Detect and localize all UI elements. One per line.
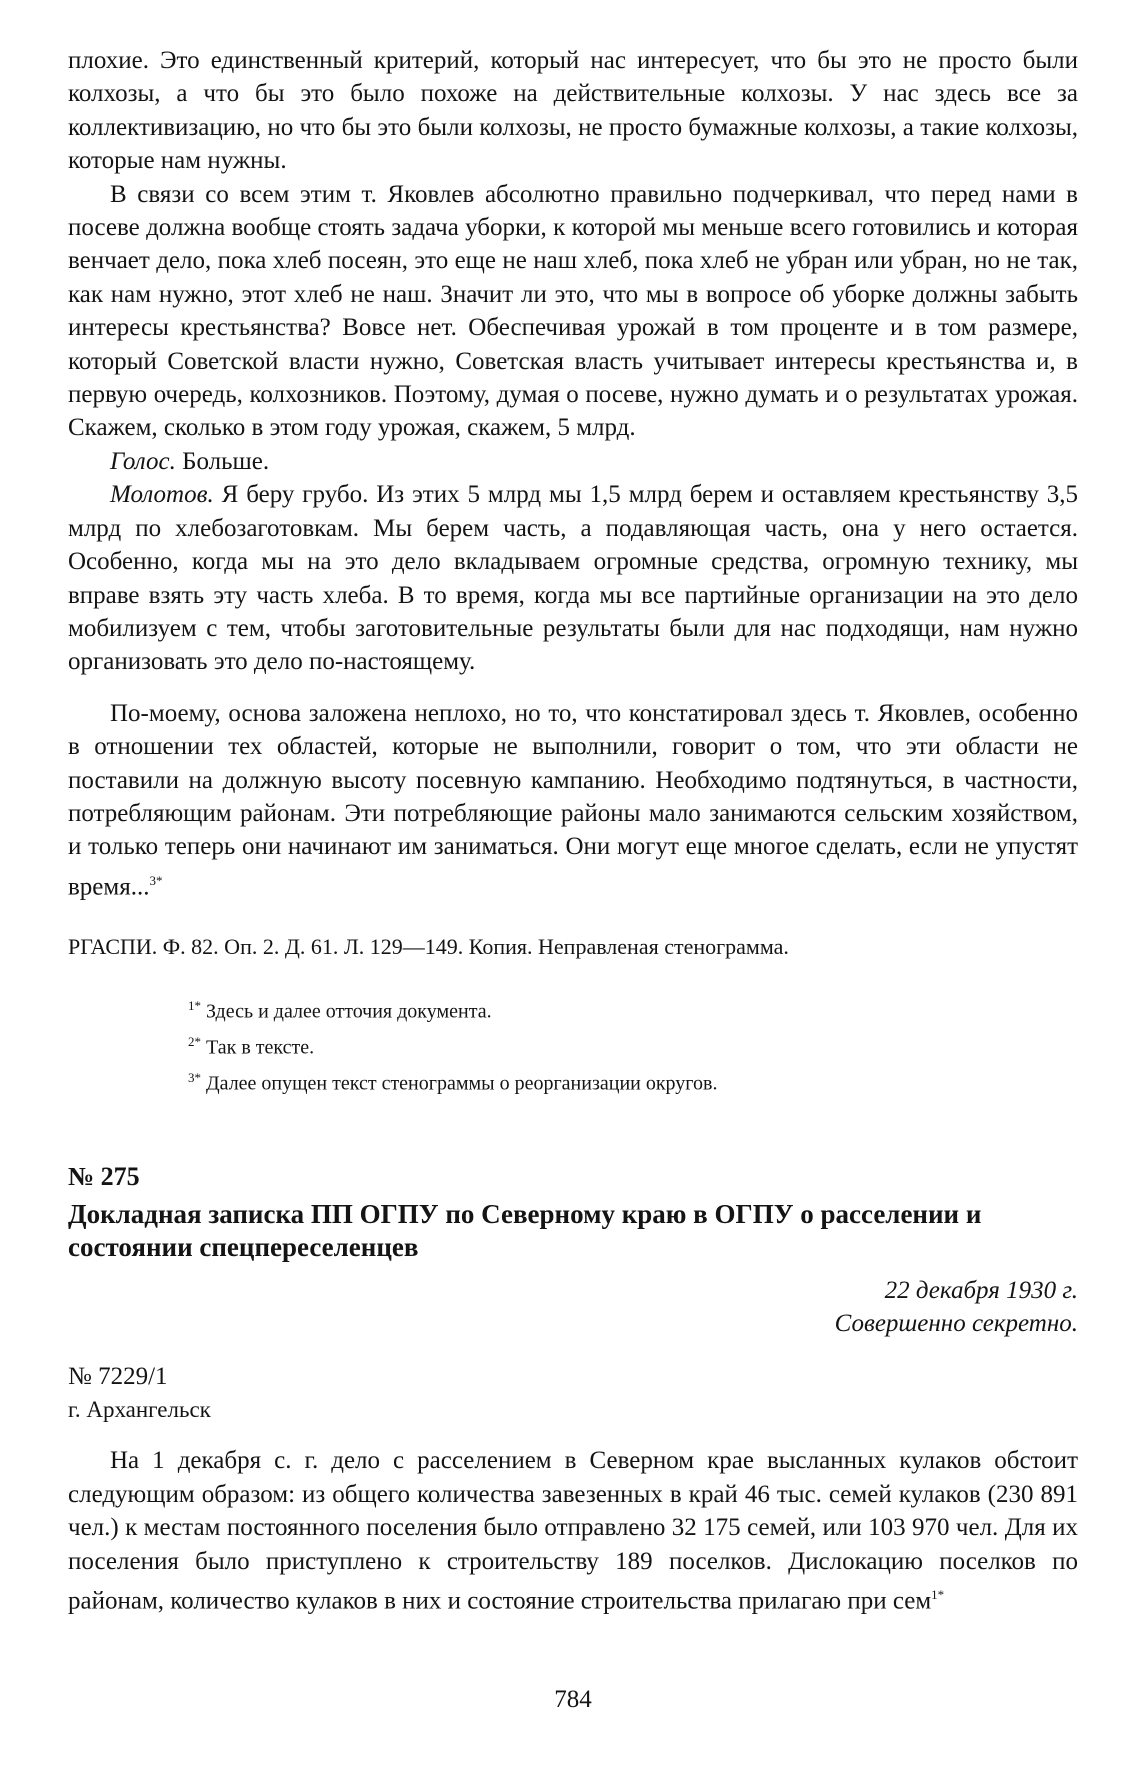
document-date: 22 декабря 1930 г.	[884, 1277, 1078, 1305]
footnote-text: Так в тексте.	[201, 1036, 315, 1059]
footnotes	[68, 991, 1078, 1098]
document-text	[68, 1444, 1078, 1617]
footnote	[188, 991, 1078, 1027]
paragraph: В связи со всем этим т. Яковлев абсолютно правильно подчеркивал, что перед нами в посеве должна вообще стоять задача уборки, к которой мы меньше всего готовились и которая венчает дело, пока хлеб посеян, это еще не наш хлеб, пока хлеб не убран или убран, но не так, как нам нужно, этот хлеб не наш. Значит ли это, что мы в вопросе об уборке должны забыть интересы крестьянства? Вовсе нет. Обеспечивая урожай в том проценте и в том размере, который Советской власти нужно, Советская власть учитывает интересы крестьянства и, в первую очередь, колхозников. Поэтому, думая о посеве, нужно думать и о результатах урожая. Скажем, сколько в этом году урожая, скажем, 5 млрд.	[68, 180, 1078, 442]
paragraph: плохие. Это единственный критерий, который нас интересует, что бы это не просто были колхозы, а что бы это было похоже на действительные колхозы. У нас здесь все за коллективизацию, но что бы это были колхозы, не просто бумажные колхозы, а такие колхозы, которые нам нужны.	[68, 47, 1078, 175]
footnote-text: Далее опущен текст стенограммы о реорганизации округов.	[201, 1072, 718, 1095]
footnote-mark: 3*	[188, 1069, 201, 1085]
speech-paragraph	[68, 445, 1078, 478]
place: г. Архангельск	[68, 1397, 211, 1423]
speech-text: Больше.	[175, 447, 270, 475]
footnote-text: Здесь и далее отточия документа.	[201, 1001, 492, 1024]
speaker-name: Молотов.	[110, 481, 214, 509]
registration-number: № 7229/1	[68, 1363, 168, 1391]
classification: Совершенно секретно.	[834, 1310, 1078, 1338]
archive-source: РГАСПИ. Ф. 82. Оп. 2. Д. 61. Л. 129—149. Копия. Неправленая стенограмма.	[68, 934, 789, 960]
footnote-ref: 1*	[931, 1587, 945, 1603]
speech-paragraph	[68, 478, 1078, 678]
paragraph-text: По-моему, основа заложена неплохо, но то, что констатировал здесь т. Яковлев, особенно в отношении тех областей, которые не выполнили, говорит о том, что эти области не поставили на должную высоту посевную кампанию. Необходимо подтянуться, в частности, потребляющим районам. Эти потребляющие районы мало занимаются сельским хозяйством, и только теперь они начинают им заниматься. Они могут еще многое сделать, если не упустят время...	[68, 699, 1078, 901]
page-number: 784	[554, 1686, 592, 1713]
document-text-body: На 1 декабря с. г. дело с расселением в Северном крае высланных кулаков обстоит следующим образом: из общего количества завезенных в край 46 тыс. семей кулаков (230 891 чел.) к местам постоянного поселения было отправлено 32 175 семей, или 103 970 чел. Для их поселения было приступлено к строительству 189 поселков. Дислокацию поселков по районам, количество кулаков в них и состояние строительства прилагаю при сем	[68, 1447, 1078, 1615]
page-content	[68, 44, 1078, 1618]
footnote	[188, 1063, 1078, 1099]
footnote-ref: 3*	[149, 872, 163, 888]
footnote-mark: 2*	[188, 1034, 201, 1050]
footnote	[188, 1027, 1078, 1063]
document-title: Докладная записка ПП ОГПУ по Северному краю в ОГПУ о расселении и состоянии спецпереселенцев	[68, 1199, 982, 1263]
date-block	[68, 1274, 1078, 1340]
document-number: № 275	[68, 1162, 140, 1192]
paragraph	[68, 697, 1078, 904]
speech-text: Я беру грубо. Из этих 5 млрд мы 1,5 млрд берем и оставляем крестьянству 3,5 млрд по хлебозаготовкам. Мы берем часть, а подавляющая часть, она у него остается. Особенно, когда мы на это дело вкладываем огромные средства, огромную технику, мы вправе взять эту часть хлеба. В то время, когда мы все партийные организации на это дело мобилизуем с тем, чтобы заготовительные результаты были для нас подходящи, нам нужно организовать это дело по-настоящему.	[68, 481, 1078, 676]
footnote-mark: 1*	[188, 998, 201, 1014]
speaker-name: Голос.	[110, 447, 176, 475]
